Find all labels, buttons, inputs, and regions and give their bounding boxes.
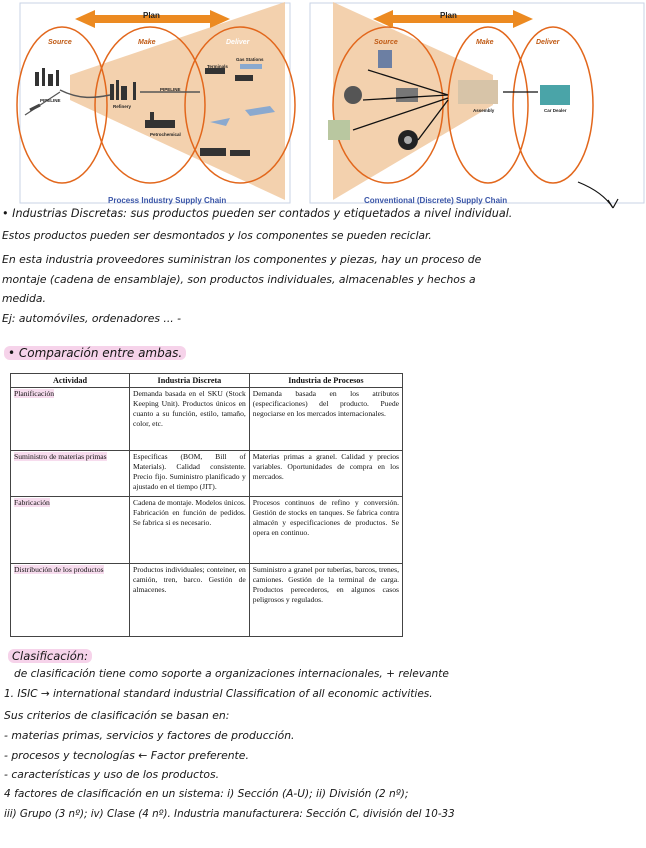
row-procesos: Procesos continuos de refino y conversión. Gestión de stocks en tanques. Se fabrica contra almacén y especificaciones de productos. Se opera en continuo. [249,497,402,564]
row-procesos: Materias primas a granel. Calidad y precios variables. Oportunidades de compra en los mercados. [249,451,402,497]
discrete-label-assembly: Assembly [473,108,495,113]
comparison-heading: • Comparación entre ambas. [4,346,186,360]
note-line: - características y uso de los productos. [4,768,219,781]
row-procesos: Demanda basada en los atributos (especificaciones) del producto. Puede negociarse en los mercados internacionales. [249,388,402,451]
note-line: En esta industria proveedores suministran los componentes y piezas, hay un proceso de [2,253,482,266]
discrete-plan-label: Plan [440,11,457,20]
clasificacion-heading: Clasificación: [8,649,92,663]
note-line: iii) Grupo (3 nº); iv) Clase (4 nº). Industria manufacturera: Sección C, división del 10-33 [4,808,455,820]
note-line: medida. [2,292,46,305]
process-caption: Process Industry Supply Chain [108,196,227,205]
discrete-source-label: Source [374,39,398,46]
header-actividad: Actividad [11,374,130,388]
note-line: Sus criterios de clasificación se basan en: [4,709,230,722]
process-label-terminals: Terminals [207,64,228,69]
note-line: de clasificación tiene como soporte a organizaciones internacionales, + relevante [14,668,449,680]
note-line: Estos productos pueden ser desmontados y los componentes se pueden reciclar. [2,230,432,242]
note-line: - materias primas, servicios y factores de producción. [4,729,295,742]
discrete-deliver-label: Deliver [536,39,560,46]
process-plan-label: Plan [143,11,160,20]
table-header-row [11,374,403,388]
discrete-make-label: Make [476,39,494,46]
process-source-label: Source [48,39,72,46]
process-diagram-graphic [0,0,300,210]
row-actividad: Fabricación [14,498,50,507]
row-actividad: Distribución de los productos [14,565,104,574]
process-deliver-label: Deliver [226,39,250,46]
note-line: • Industrias Discretas: sus productos pueden ser contados y etiquetados a nivel individual. [2,207,513,220]
process-label-pipeline-2: PIPELINE [160,87,181,92]
process-label-gas-stations: Gas Stations [236,57,264,62]
row-actividad: Planificación [14,389,55,398]
row-discreta: Productos individuales; conteiner, en camión, tren, barco. Gestión de almacenes. [130,564,250,637]
discrete-caption: Conventional (Discrete) Supply Chain [364,196,508,205]
process-supply-chain-diagram [0,0,300,210]
discrete-supply-chain-diagram [308,0,646,210]
row-actividad: Suministro de materias primas [14,452,107,461]
comparison-table [10,373,403,637]
row-discreta: Demanda basada en el SKU (Stock Keeping Unit). Productos únicos en cuanto a su función, estilo, tamaño, color, etc. [130,388,250,451]
note-line: Ej: automóviles, ordenadores ... - [2,312,182,325]
process-label-pipeline-1: PIPELINE [40,98,61,103]
process-label-refinery: Refinery [113,104,132,109]
process-make-label: Make [138,39,156,46]
discrete-label-car-dealer: Car Dealer [544,108,567,113]
process-label-petrochemical: Petrochemical [150,132,181,137]
discrete-diagram-graphic [308,0,646,210]
row-procesos: Suministro a granel por tuberías, barcos, trenes, camiones. Gestión de la terminal de carga. Productos perecederos, en algunos casos peligrosos y regulados. [249,564,402,637]
row-discreta: Específicas (BOM, Bill of Materials). Calidad consistente. Precio fijo. Suministro planificado y ajustado en el tiempo (JIT). [130,451,250,497]
header-discreta: Industria Discreta [130,374,250,388]
note-line: 1. ISIC → international standard industrial Classification of all economic activities. [4,688,433,700]
note-line: - procesos y tecnologías ← Factor preferente. [4,749,249,762]
table-row [11,388,403,451]
row-discreta: Cadena de montaje. Modelos únicos. Fabricación en función de pedidos. Se fabrica si es necesario. [130,497,250,564]
table-row [11,497,403,564]
note-line: 4 factores de clasificación en un sistema: i) Sección (A-U); ii) División (2 nº); [4,788,409,800]
table-row [11,451,403,497]
header-procesos: Industria de Procesos [249,374,402,388]
note-line: montaje (cadena de ensamblaje), son productos individuales, almacenables y hechos a [2,273,476,286]
table-row [11,564,403,637]
